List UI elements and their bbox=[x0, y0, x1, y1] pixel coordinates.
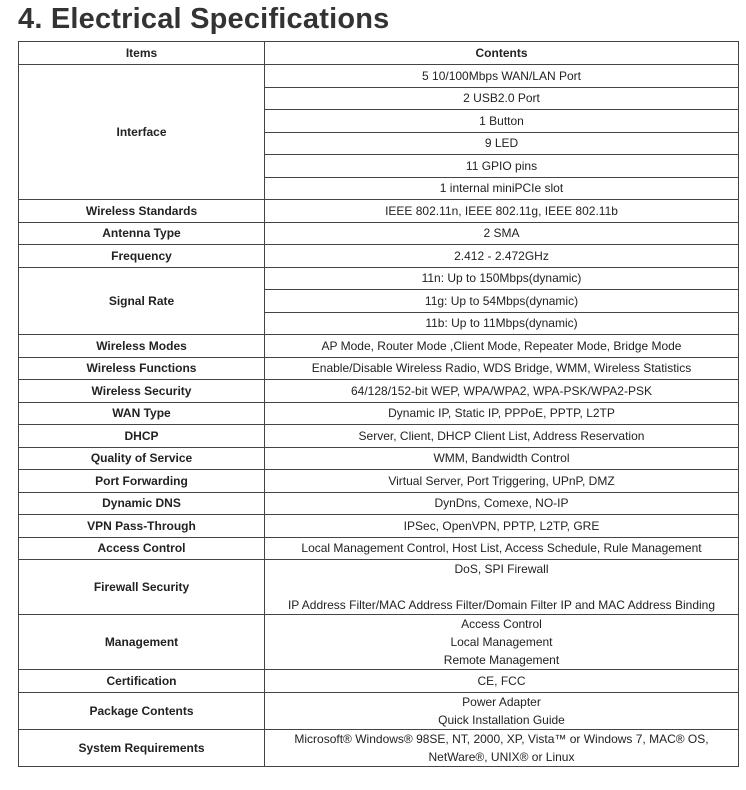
table-row bbox=[19, 267, 739, 290]
content-line: DoS, SPI Firewall bbox=[454, 562, 549, 576]
content-line: Power Adapter bbox=[462, 694, 541, 709]
table-row bbox=[19, 447, 739, 470]
content-antenna-type: 2 SMA bbox=[265, 222, 739, 245]
table-row bbox=[19, 615, 739, 670]
item-package-contents: Package Contents bbox=[19, 692, 265, 729]
item-wan-type: WAN Type bbox=[19, 402, 265, 425]
content-wan-type: Dynamic IP, Static IP, PPPoE, PPTP, L2TP bbox=[265, 402, 739, 425]
content-line: Local Management bbox=[450, 635, 553, 649]
content-interface: 1 Button bbox=[265, 110, 739, 133]
table-row bbox=[19, 65, 739, 88]
content-line: NetWare®, UNIX® or Linux bbox=[428, 749, 575, 764]
table-row bbox=[19, 222, 739, 245]
content-wireless-security: 64/128/152-bit WEP, WPA/WPA2, WPA-PSK/WPA2-PSK bbox=[265, 380, 739, 403]
content-line: Access Control bbox=[461, 617, 542, 631]
content-package-contents bbox=[265, 692, 739, 729]
table-header-row bbox=[19, 42, 739, 65]
content-port-forwarding: Virtual Server, Port Triggering, UPnP, DMZ bbox=[265, 470, 739, 493]
table-row bbox=[19, 729, 739, 766]
content-line: Quick Installation Guide bbox=[438, 712, 565, 727]
item-access-control: Access Control bbox=[19, 537, 265, 560]
content-dhcp: Server, Client, DHCP Client List, Address Reservation bbox=[265, 425, 739, 448]
content-access-control: Local Management Control, Host List, Access Schedule, Rule Management bbox=[265, 537, 739, 560]
content-signal-rate: 11n: Up to 150Mbps(dynamic) bbox=[265, 267, 739, 290]
content-line: Remote Management bbox=[443, 653, 560, 667]
content-wireless-modes: AP Mode, Router Mode ,Client Mode, Repeater Mode, Bridge Mode bbox=[265, 335, 739, 358]
content-system-requirements bbox=[265, 729, 739, 766]
table-row bbox=[19, 200, 739, 223]
table-row bbox=[19, 470, 739, 493]
content-interface: 9 LED bbox=[265, 132, 739, 155]
content-quality-of-service: WMM, Bandwidth Control bbox=[265, 447, 739, 470]
item-frequency: Frequency bbox=[19, 245, 265, 268]
column-header-items: Items bbox=[19, 42, 265, 65]
table-row bbox=[19, 357, 739, 380]
table-row bbox=[19, 380, 739, 403]
specifications-table bbox=[18, 41, 739, 767]
table-row bbox=[19, 425, 739, 448]
table-row bbox=[19, 402, 739, 425]
content-dynamic-dns: DynDns, Comexe, NO-IP bbox=[265, 492, 739, 515]
table-row bbox=[19, 560, 739, 615]
item-wireless-standards: Wireless Standards bbox=[19, 200, 265, 223]
item-wireless-functions: Wireless Functions bbox=[19, 357, 265, 380]
item-management: Management bbox=[19, 615, 265, 670]
content-signal-rate: 11b: Up to 11Mbps(dynamic) bbox=[265, 312, 739, 335]
blank-line bbox=[269, 578, 734, 596]
content-management bbox=[265, 615, 739, 670]
table-row bbox=[19, 670, 739, 693]
content-wireless-functions: Enable/Disable Wireless Radio, WDS Bridge, WMM, Wireless Statistics bbox=[265, 357, 739, 380]
content-wireless-standards: IEEE 802.11n, IEEE 802.11g, IEEE 802.11b bbox=[265, 200, 739, 223]
content-interface: 11 GPIO pins bbox=[265, 155, 739, 178]
content-signal-rate: 11g: Up to 54Mbps(dynamic) bbox=[265, 290, 739, 313]
content-vpn-pass-through: IPSec, OpenVPN, PPTP, L2TP, GRE bbox=[265, 515, 739, 538]
item-port-forwarding: Port Forwarding bbox=[19, 470, 265, 493]
content-certification: CE, FCC bbox=[265, 670, 739, 693]
item-wireless-security: Wireless Security bbox=[19, 380, 265, 403]
item-quality-of-service: Quality of Service bbox=[19, 447, 265, 470]
table-row bbox=[19, 515, 739, 538]
content-firewall-security bbox=[265, 560, 739, 615]
item-signal-rate: Signal Rate bbox=[19, 267, 265, 335]
item-vpn-pass-through: VPN Pass-Through bbox=[19, 515, 265, 538]
content-interface: 5 10/100Mbps WAN/LAN Port bbox=[265, 65, 739, 88]
content-interface: 1 internal miniPCIe slot bbox=[265, 177, 739, 200]
table-row bbox=[19, 692, 739, 729]
column-header-contents: Contents bbox=[265, 42, 739, 65]
table-row bbox=[19, 335, 739, 358]
content-interface: 2 USB2.0 Port bbox=[265, 87, 739, 110]
content-line: Microsoft® Windows® 98SE, NT, 2000, XP, Vista™ or Windows 7, MAC® OS, bbox=[294, 731, 709, 746]
page-title: 4. Electrical Specifications bbox=[18, 3, 390, 35]
item-firewall-security: Firewall Security bbox=[19, 560, 265, 615]
item-system-requirements: System Requirements bbox=[19, 729, 265, 766]
item-wireless-modes: Wireless Modes bbox=[19, 335, 265, 358]
table-row bbox=[19, 492, 739, 515]
content-line: IP Address Filter/MAC Address Filter/Domain Filter IP and MAC Address Binding bbox=[287, 598, 716, 612]
item-dynamic-dns: Dynamic DNS bbox=[19, 492, 265, 515]
item-dhcp: DHCP bbox=[19, 425, 265, 448]
table-row bbox=[19, 537, 739, 560]
content-frequency: 2.412 - 2.472GHz bbox=[265, 245, 739, 268]
item-certification: Certification bbox=[19, 670, 265, 693]
table-row bbox=[19, 245, 739, 268]
item-antenna-type: Antenna Type bbox=[19, 222, 265, 245]
item-interface: Interface bbox=[19, 65, 265, 200]
